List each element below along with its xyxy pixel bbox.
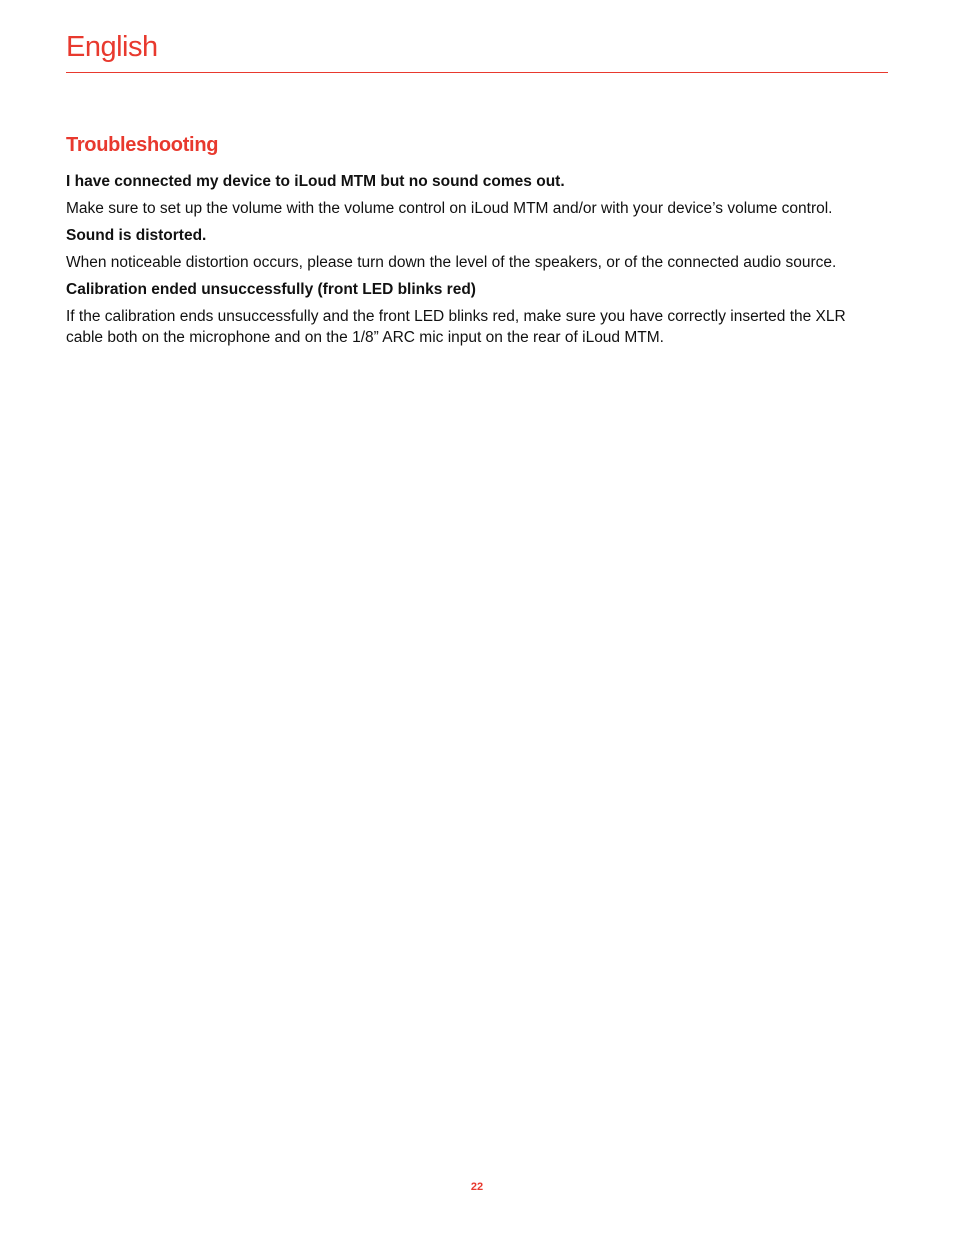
troubleshooting-section [66,131,888,354]
answer-no-sound: Make sure to set up the volume with the volume control on iLoud MTM and/or with your device’s volume control. [66,200,833,217]
question-no-sound: I have connected my device to iLoud MTM but no sound comes out. [66,173,565,190]
answer-calibration-failed: If the calibration ends unsuccessfully and the front LED blinks red, make sure you have correctly inserted the XLR cable both on the microphone and on the 1/8” ARC mic input on the rear of iLoud MTM. [66,308,846,346]
header-divider [66,72,888,73]
section-title: Troubleshooting [66,134,219,156]
answer-sound-distorted: When noticeable distortion occurs, please turn down the level of the speakers, or of the connected audio source. [66,254,837,271]
page-number: 22 [470,1181,484,1193]
page-header-title: English [66,31,158,63]
question-calibration-failed: Calibration ended unsuccessfully (front LED blinks red) [66,281,476,298]
question-sound-distorted: Sound is distorted. [66,227,207,244]
